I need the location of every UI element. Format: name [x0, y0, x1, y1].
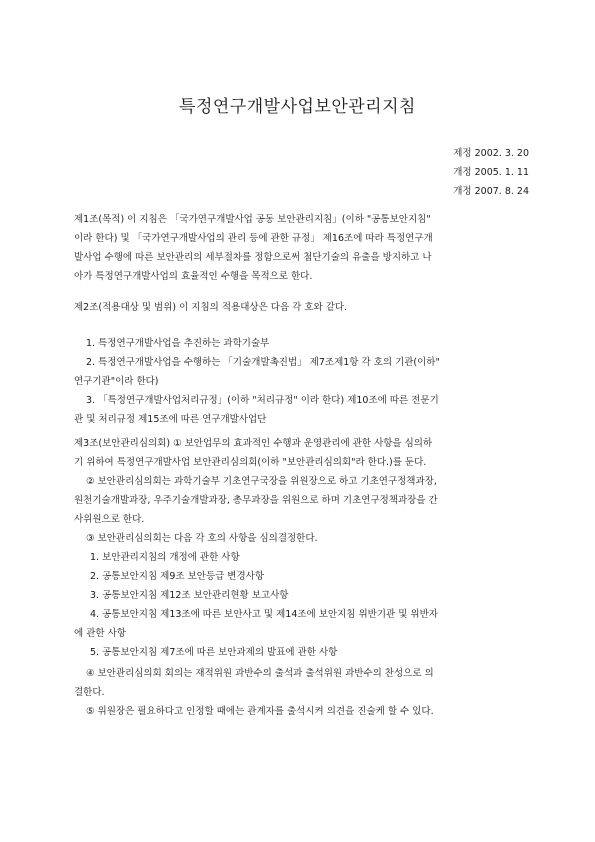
article-2-item-cont: 연구기관"이라 한다) [74, 376, 159, 387]
article-1-line: 발사업 수행에 따른 보안관리의 세부절차를 정함으로써 첨단기술의 유출을 방지하고 나 [74, 252, 432, 263]
article-3-para-4 [74, 664, 524, 721]
article-2-item-cont: 관 및 처리규정 제15조에 따른 연구개발사업단 [74, 414, 267, 425]
revision-dates [409, 144, 529, 201]
article-3-para-3-item-cont: 에 관한 사항 [74, 628, 126, 639]
article-3-para-3-item: 1. 보안관리지침의 개정에 관한 사항 [90, 552, 240, 563]
article-3-para-5: ⑤ 위원장은 필요하다고 인정할 때에는 관계자를 출석시켜 의견을 진술케 할 수 있다. [86, 706, 434, 717]
article-3-para-2: 원천기술개발과장, 우주기술개발과장, 총무과장을 위원으로 하며 기초연구정책과장을 간 [74, 495, 438, 506]
revision-date-1: 개정 2005. 1. 11 [453, 167, 529, 178]
article-2 [74, 298, 524, 317]
article-1-line: 제1조(목적) 이 지침은 「국가연구개발사업 공동 보안관리지침」(이하 "공통보안지침" [74, 214, 431, 225]
article-3-para-4-line: 결한다. [74, 687, 105, 698]
article-3-para-2: ② 보안관리심의회는 과학기술부 기초연구국장을 위원장으로 하고 기초연구정책과장, [86, 476, 437, 487]
article-3-para-3-item: 3. 공통보안지침 제12조 보안관리현황 보고사항 [90, 590, 289, 601]
article-2-item: 2. 특정연구개발사업을 수행하는 「기술개발촉진법」 제7조제1항 각 호의 기관(이하" [86, 357, 440, 368]
article-3-para-2: 사위원으로 한다. [74, 514, 145, 525]
article-3-para-3-item: 2. 공통보안지침 제9조 보안등급 변경사항 [90, 571, 265, 582]
article-3-para-3-heading: ③ 보안관리심의회는 다음 각 호의 사항을 심의결정한다. [86, 533, 318, 544]
revision-date-2: 개정 2007. 8. 24 [453, 186, 529, 197]
article-2-items [74, 334, 524, 429]
article-3-para-4-line: ④ 보안관리심의회 회의는 재적위원 과반수의 출석과 출석위원 과반수의 찬성으로 의 [86, 668, 434, 679]
article-3 [74, 434, 524, 662]
article-1-line: 아가 특정연구개발사업의 효율적인 수행을 목적으로 한다. [74, 271, 313, 282]
article-2-heading: 제2조(적용대상 및 범위) 이 지침의 적용대상은 다음 각 호와 같다. [74, 302, 348, 313]
article-3-para-3-item: 5. 공통보안지침 제7조에 따른 보안과제의 발표에 관한 사항 [90, 647, 338, 658]
article-1-line: 이라 한다) 및 「국가연구개발사업의 관리 등에 관한 규정」 제16조에 따라 특정연구개 [74, 233, 433, 244]
article-1 [74, 210, 524, 286]
article-2-item: 1. 특정연구개발사업을 추진하는 과학기술부 [86, 338, 270, 349]
document-title: 특정연구개발사업보안관리지침 [179, 97, 416, 117]
article-2-item: 3. 「특정연구개발사업처리규정」(이하 "처리규정" 이라 한다) 제10조에 따른 전문기 [86, 395, 439, 406]
article-3-para-1: 제3조(보안관리심의회) ① 보안업무의 효과적인 수행과 운영관리에 관한 사항을 심의하 [74, 438, 433, 449]
article-3-para-1: 기 위하여 특정연구개발사업 보안관리심의회(이하 "보안관리심의회"라 한다.)를 둔다. [74, 457, 427, 468]
enactment-date: 제정 2002. 3. 20 [453, 148, 529, 159]
article-3-para-3-item: 4. 공통보안지침 제13조에 따른 보안사고 및 제14조에 보안지침 위반기관 및 위반자 [90, 609, 438, 620]
